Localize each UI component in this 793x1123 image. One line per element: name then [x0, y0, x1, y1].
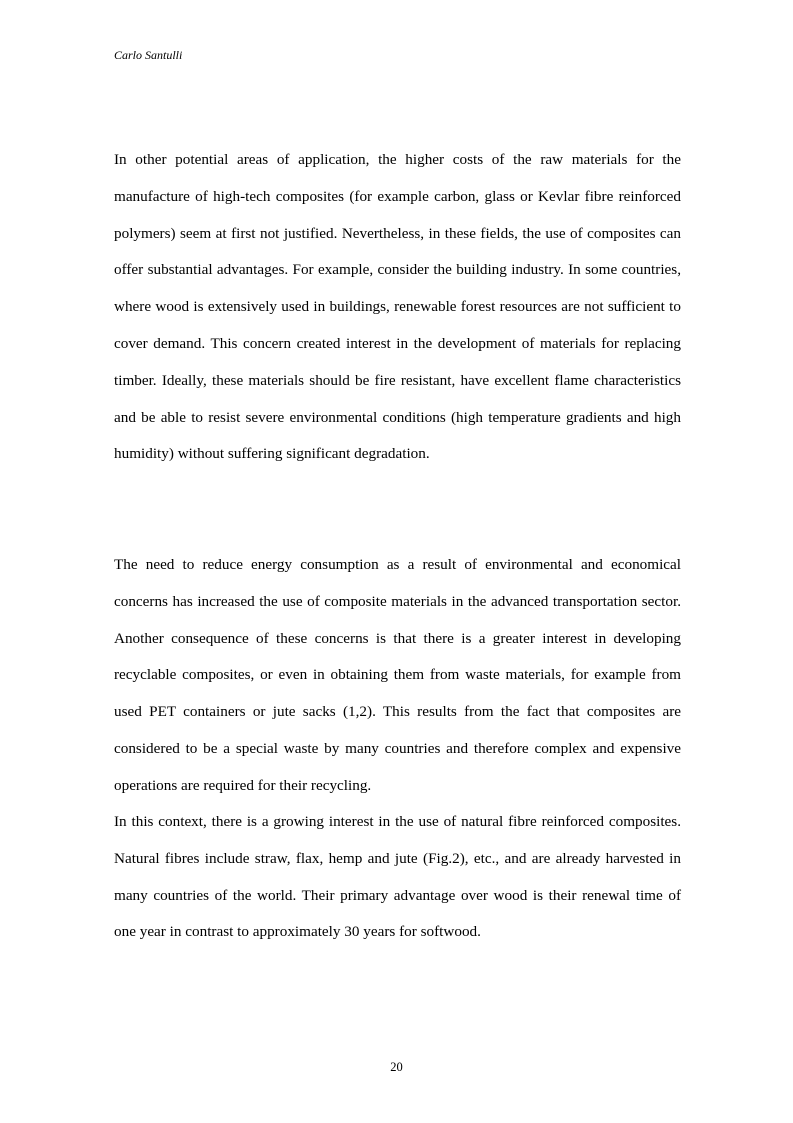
page-number: 20 [390, 1060, 403, 1074]
paragraph-applications: In other potential areas of application, the higher costs of the raw materials for the manufacture of high-tech composites (for example carbon, glass or Kevlar fibre reinforced polymers) seem at first not justified. Nevertheless, in these fields, the use of composites can offer substantial advantages. For example, consider the building industry. In some countries, where wood is extensively used in buildings, renewable forest resources are not sufficient to cover demand. This concern created interest in the development of materials for replacing timber. Ideally, these materials should be fire resistant, have excellent flame characteristics and be able to resist severe environmental conditions (high temperature gradients and high humidity) without suffering significant degradation. [114, 151, 681, 463]
paragraph-energy-consumption: The need to reduce energy consumption as a result of environmental and economical concerns has increased the use of composite materials in the advanced transportation sector. Another consequence of these concerns is that there is a greater interest in developing recyclable composites, or even in obtaining them from waste materials, for example from used PET containers or jute sacks (1,2). This results from the fact that composites are considered to be a special waste by many countries and therefore complex and expensive operations are required for their recycling. [114, 556, 681, 794]
running-header-author: Carlo Santulli [114, 48, 183, 62]
paragraph-natural-fibres: In this context, there is a growing interest in the use of natural fibre reinforced composites. Natural fibres include straw, flax, hemp and jute (Fig.2), etc., and are already harvested in many countries of the world. Their primary advantage over wood is their renewal time of one year in contrast to approximately 30 years for softwood. [114, 813, 681, 941]
